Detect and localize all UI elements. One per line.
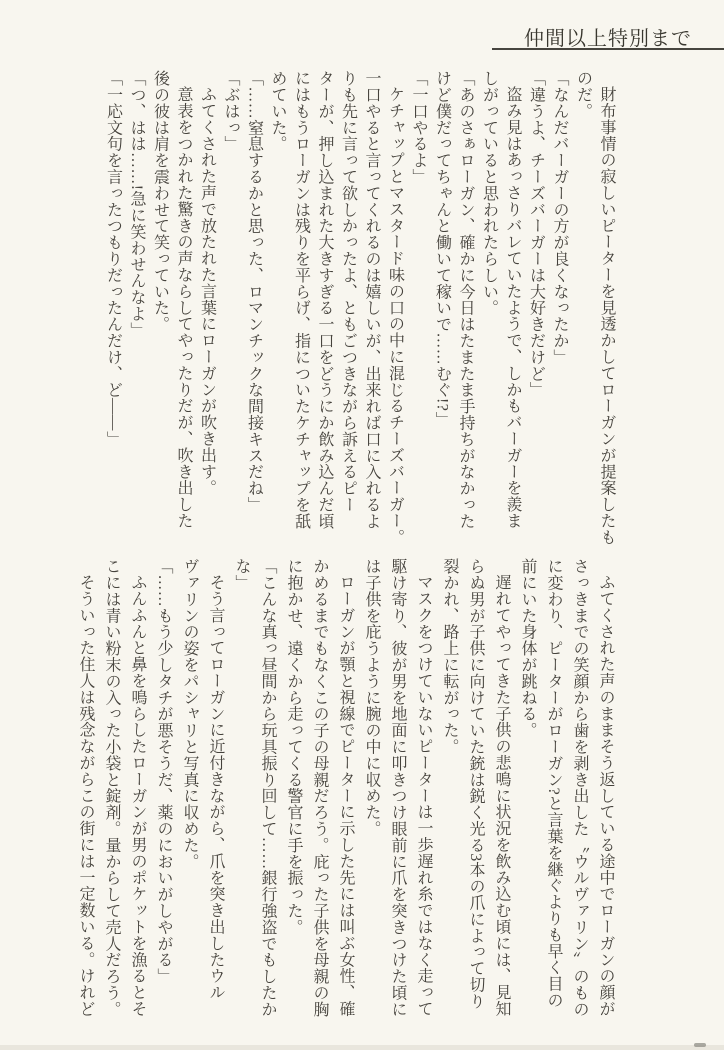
text-line: 「違うよ、チーズバーガーは大好きだけど」 xyxy=(527,70,545,398)
page-header xyxy=(492,22,724,50)
text-line: そう言ってローガンに近付きながら、爪を突き出したウル xyxy=(207,574,224,1001)
text-line: めていた。 xyxy=(269,70,286,152)
text-line: ターが、押し込まれた大きすぎる一口をどうにか飲み込んだ頃 xyxy=(316,70,333,530)
text-line: りも先に言って欲しかったよ、ともごつきながら訴えるピー xyxy=(339,70,357,513)
text-line: に変わり、ピーターがローガン?と言葉を継ぐよりも早く目の xyxy=(545,558,562,1009)
scan-edge xyxy=(0,1045,724,1050)
text-block-bottom xyxy=(72,558,618,1036)
text-line: そういった住人は残念ながらこの街には一定数いる。けれど xyxy=(77,574,94,1017)
text-line: ふてくされた声のままそう返している途中でローガンの顔が xyxy=(597,574,614,1017)
text-line: 遅れてやってきた子供の悲鳴に状況を飲み込む頃には、見知 xyxy=(493,574,510,1017)
scan-artifact xyxy=(694,1043,706,1047)
text-line: 裂かれ、路上に転がった。 xyxy=(441,558,458,755)
running-title: 仲間以上特別まで xyxy=(524,28,692,50)
text-line: 「つ、はは……!急に笑わせんなよ」 xyxy=(128,70,145,339)
text-line: しがっていると思われたらしい。 xyxy=(480,70,498,316)
text-line: 「ぶはっ」 xyxy=(222,70,239,152)
text-line: 後の彼は肩を震わせて笑っていた。 xyxy=(151,70,169,333)
text-line: 「……もう少しタチが悪そうだ、薬のにおいがしやがる」 xyxy=(155,558,172,985)
text-line: マスクをつけていないピーターは一歩遅れ糸ではなく走って xyxy=(415,574,432,1017)
text-line: かめるまでもなくこの子の母親だろう。庇った子供を母親の胸 xyxy=(311,558,328,1018)
text-line: にはもうローガンは残りを平らげ、指についたケチャップを舐 xyxy=(292,70,310,530)
text-line: 一口やると言ってくれるのは嬉しいが、出来れば口に入れるよ xyxy=(363,70,380,530)
text-line: こには青い粉末の入った小袋と錠剤。量からして売人だろう。 xyxy=(103,558,120,1018)
text-line: は子供を庇うように腕の中に収めた。 xyxy=(363,558,380,837)
text-line: 「こんな真っ昼間から玩具振り回して……銀行強盗でもしたか xyxy=(259,558,276,1018)
text-line: らぬ男が子供に向けていた銃は鋭く光る3本の爪によって切り xyxy=(467,558,484,1010)
text-line: さっきまでの笑顔から歯を剥き出した〝ウルヴァリン〟のもの xyxy=(571,558,588,1018)
text-line: 「一応文句を言ったつもりだったんだけ、ど――」 xyxy=(104,70,122,448)
text-line: 意表をつかれた驚きの声ならしてやったりだが、吹き出した xyxy=(175,86,192,529)
text-line: 駆け寄り、彼が男を地面に叩きつけ眼前に爪を突きつけた頃に xyxy=(389,558,406,1018)
text-line: 「……窒息するかと思った、ロマンチックな間接キスだね」 xyxy=(245,70,263,513)
text-line: ローガンが顎と視線でピーターに示した先には叫ぶ女性、確 xyxy=(337,574,354,1017)
text-line: のだ。 xyxy=(574,70,592,120)
text-line: ケチャップとマスタード味の口の中に混じるチーズバーガー。 xyxy=(386,86,404,546)
text-line: ふてくされた声で放たれた言葉にローガンが吹き出す。 xyxy=(198,86,216,496)
text-line: ふんふんと鼻を鳴らしたローガンが男のポケットを漁るとそ xyxy=(129,574,146,1017)
text-line: に抱かせ、遠くから走ってくる警官に手を振った。 xyxy=(285,558,302,936)
text-line: 財布事情の寂しいピーターを見透かしてローガンが提案したも xyxy=(598,86,615,546)
text-line: 「あのさぁローガン、確かに今日はたまたま手持ちがなかった xyxy=(457,70,474,530)
text-line: 前にいた身体が跳ねる。 xyxy=(519,558,536,739)
text-block-top xyxy=(101,70,618,546)
text-line: な」 xyxy=(233,558,250,591)
text-line: 「なんだバーガーの方が良くなったか」 xyxy=(551,70,568,366)
text-line: けど僕だってちゃんと働いて稼いで……むぐ!?」 xyxy=(433,70,451,428)
text-line: ヴァリンの姿をパシャリと写真に収めた。 xyxy=(181,558,198,870)
text-line: 盗み見はあっさりバレていたようで、しかもバーガーを羨ま xyxy=(504,86,521,529)
text-line: 「一口やるよ」 xyxy=(410,70,427,185)
